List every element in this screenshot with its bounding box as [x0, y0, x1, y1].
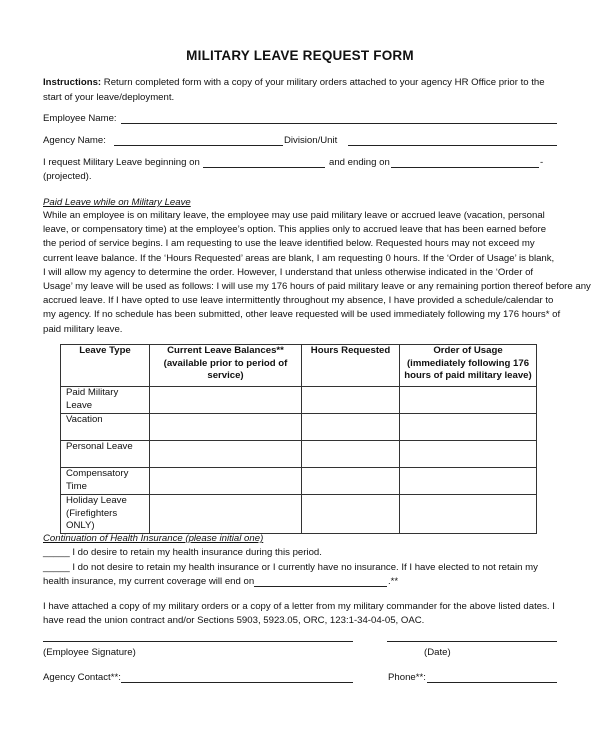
coverage-end-suffix: .** [388, 576, 399, 587]
balance-cell[interactable] [150, 414, 302, 441]
paragraph-line: paid military leave. [43, 323, 123, 335]
attestation-line-2: have read the union contract and/or Sections 5903, 5923.05, ORC, 123:1-34-04-05, OAC. [43, 615, 425, 626]
order-cell[interactable] [400, 387, 537, 414]
projected-text: (projected). [43, 171, 92, 182]
leave-end-date-field[interactable] [391, 167, 539, 168]
paragraph-line: accrued leave. If I have opted to use leave intermittently throughout my absence, I have provided a schedule/calendar to [43, 295, 554, 307]
balance-cell[interactable] [150, 441, 302, 468]
coverage-end-date-field[interactable] [254, 586, 387, 587]
instructions-label: Instructions: [43, 77, 102, 88]
table-row [61, 414, 537, 441]
header-leave-type: Leave Type [61, 345, 150, 387]
leave-begin-label: I request Military Leave beginning on [43, 157, 200, 168]
leave-table [60, 344, 537, 534]
agency-contact-field[interactable] [121, 682, 353, 683]
employee-name-label: Employee Name: [43, 113, 117, 124]
hours-cell[interactable] [302, 387, 400, 414]
table-header-row [61, 345, 537, 387]
employee-signature-label: (Employee Signature) [43, 647, 136, 658]
insurance-heading: Continuation of Health Insurance (please initial one) [43, 533, 264, 544]
header-order-of-usage: Order of Usage (immediately following 176 hours of paid military leave) [400, 345, 537, 387]
table-row [61, 441, 537, 468]
agency-contact-label: Agency Contact**: [43, 672, 121, 683]
leave-begin-date-field[interactable] [203, 167, 325, 168]
ending-on-label: and ending on [329, 157, 390, 168]
paragraph-line: the period of service begins. I am requesting to use the leave identified below. Requested hours may not exceed my [43, 238, 535, 250]
agency-name-label: Agency Name: [43, 135, 106, 146]
leave-type-cell: Vacation [61, 414, 150, 441]
instructions-line-1 [43, 76, 545, 89]
hours-cell[interactable] [302, 495, 400, 534]
form-title: MILITARY LEAVE REQUEST FORM [186, 48, 414, 63]
hours-cell[interactable] [302, 441, 400, 468]
instructions-text: Return completed form with a copy of your military orders attached to your agency HR Office prior to the [101, 77, 545, 88]
order-cell[interactable] [400, 441, 537, 468]
paragraph-line: current leave balance. If the ‘Hours Requested’ areas are blank, I am requesting 0 hours. If the ‘Order of Usage’ is blank, [43, 252, 555, 264]
balance-cell[interactable] [150, 387, 302, 414]
leave-type-cell: Personal Leave [61, 441, 150, 468]
paragraph-line: my agency. If no schedule has been submitted, other leave requested will be used immediately following my 176 hours* of [43, 309, 561, 321]
table-row [61, 495, 537, 534]
order-cell[interactable] [400, 495, 537, 534]
agency-name-field[interactable] [114, 145, 283, 146]
header-current-balances: Current Leave Balances** (available prior to period of service) [150, 345, 302, 387]
division-unit-field[interactable] [348, 145, 557, 146]
phone-label: Phone**: [388, 672, 426, 683]
division-unit-label: Division/Unit [284, 135, 338, 146]
balance-cell[interactable] [150, 495, 302, 534]
signature-date-field[interactable] [387, 641, 557, 642]
order-cell[interactable] [400, 468, 537, 495]
instructions-line-2: start of your leave/deployment. [43, 92, 175, 103]
paid-leave-heading: Paid Leave while on Military Leave [43, 197, 191, 208]
coverage-end-label: health insurance, my current coverage will end on [43, 576, 255, 587]
leave-type-cell: Paid Military Leave [61, 387, 150, 414]
leave-type-cell: Compensatory Time [61, 468, 150, 495]
attestation-line-1: I have attached a copy of my military orders or a copy of a letter from my military commander for the above listed dates. I [43, 601, 555, 612]
employee-signature-field[interactable] [43, 641, 353, 642]
paid-leave-paragraph [43, 209, 591, 337]
insurance-option-retain[interactable]: _____ I do desire to retain my health insurance during this period. [43, 547, 322, 558]
phone-field[interactable] [427, 682, 557, 683]
employee-name-field[interactable] [121, 123, 557, 124]
leave-type-cell: Holiday Leave (Firefighters ONLY) [61, 495, 150, 534]
paragraph-line: While an employee is on military leave, the employee may use paid military leave or accrued leave (vacation, personal [43, 210, 545, 221]
paragraph-line: Usage’ my leave will be used as follows: I will use my 176 hours of paid military leave or any remaining portion thereof before any [43, 280, 591, 292]
dash-text: - [540, 157, 544, 168]
hours-cell[interactable] [302, 468, 400, 495]
table-row [61, 468, 537, 495]
balance-cell[interactable] [150, 468, 302, 495]
date-label: (Date) [424, 647, 451, 658]
paragraph-line: I will allow my agency to determine the order. However, I understand that unless otherwise indicated in the ‘Order of [43, 266, 534, 278]
header-hours-requested: Hours Requested [302, 345, 400, 387]
insurance-option-not-retain[interactable]: _____ I do not desire to retain my health insurance or I currently have no insurance. If I have elected to not retain my [43, 562, 538, 573]
order-cell[interactable] [400, 414, 537, 441]
paragraph-line: leave, or compensatory time) at the employee’s option. This applies only to accrued leave that has been earned before [43, 224, 547, 236]
table-row [61, 387, 537, 414]
hours-cell[interactable] [302, 414, 400, 441]
